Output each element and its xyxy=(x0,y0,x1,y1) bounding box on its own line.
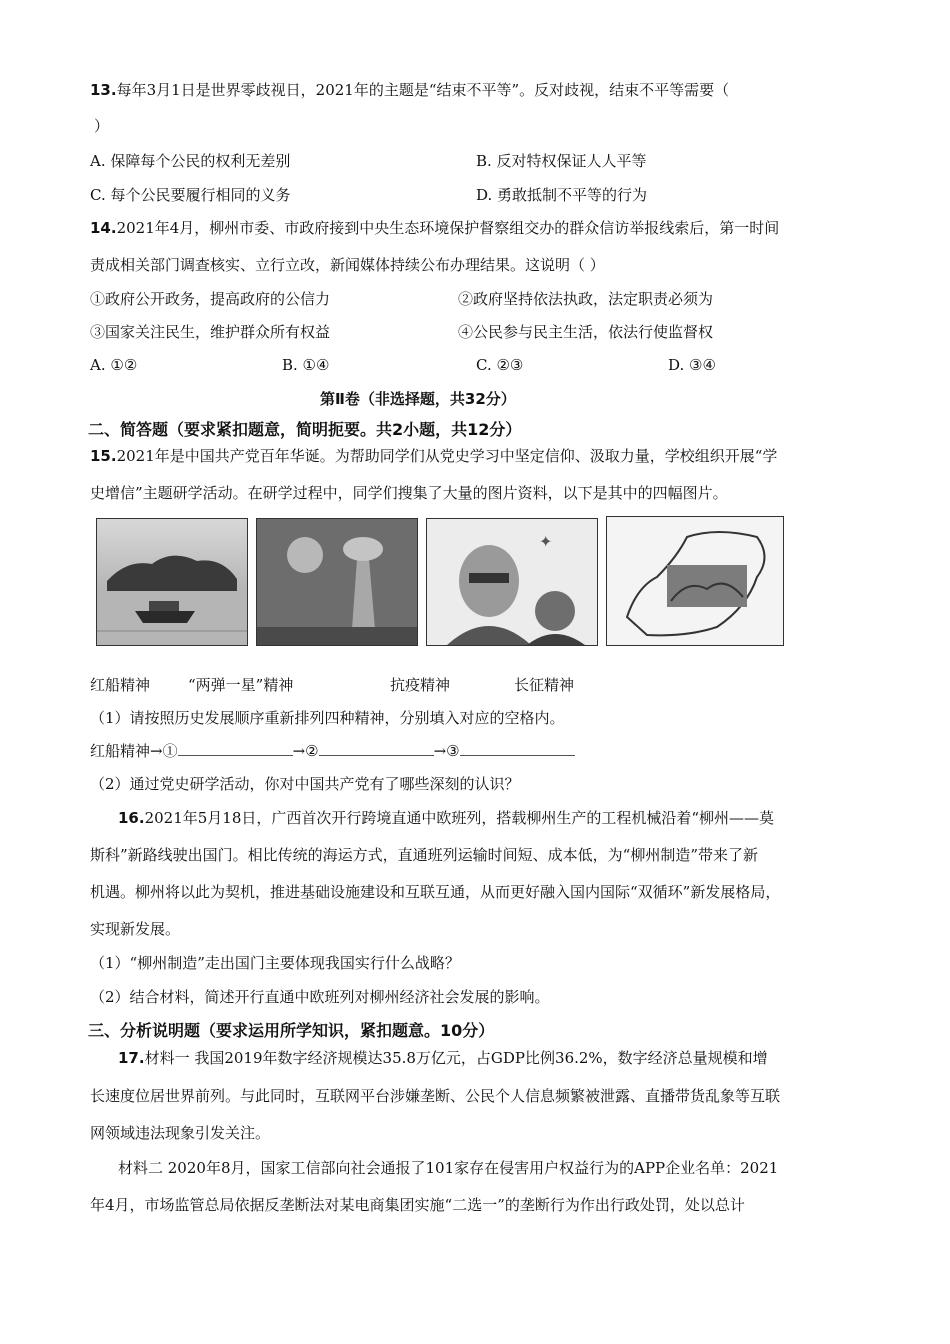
photo-anti-epidemic xyxy=(426,518,598,646)
q15-stem-line1: 15.2021年是中国共产党百年华诞。为帮助同学们从党史学习中坚定信仰、汲取力量，学校组织开展“学 xyxy=(90,447,778,465)
q14-stem-line2: 责成相关部门调查核实、立行立改，新闻媒体持续公布办理结果。这说明（ ） xyxy=(90,256,605,274)
q13-option-c: C. 每个公民要履行相同的义务 xyxy=(90,186,291,204)
q16-line4: 实现新发展。 xyxy=(90,920,181,938)
q14-stem-line1: 14.2021年4月，柳州市委、市政府接到中央生态环境保护督察组交办的群众信访举报线索后，第一时间 xyxy=(90,219,780,237)
q17-material1-line2: 长速度位居世界前列。与此同时，互联网平台涉嫌垄断、公民个人信息频繁被泄露、直播带货乱象等互联 xyxy=(90,1087,781,1105)
section2-heading: 二、简答题（要求紧扣题意，简明扼要。共2小题，共12分） xyxy=(88,420,522,439)
q13-number: 13. xyxy=(90,81,117,99)
q17-number: 17. xyxy=(118,1049,145,1067)
q17-material2-line1: 材料二 2020年8月，国家工信部向社会通报了101家存在侵害用户权益行为的APP企业名单：2021 xyxy=(118,1159,779,1177)
q13-option-b: B. 反对特权保证人人平等 xyxy=(476,152,647,170)
q14-choice-d: D. ③④ xyxy=(668,356,716,374)
q15-number: 15. xyxy=(90,447,117,465)
caption-two-bombs: “两弹一星”精神 xyxy=(188,676,294,694)
q17-material1-line3: 网领域违法现象引发关注。 xyxy=(90,1124,271,1142)
q16-line2: 斯科”新路线驶出国门。相比传统的海运方式，直通班列运输时间短、成本低，为“柳州制造”带来了新 xyxy=(90,846,759,864)
sequence-arrow-3: →③ xyxy=(433,742,460,760)
q14-choice-a: A. ①② xyxy=(90,356,138,374)
sequence-start: 红船精神→① xyxy=(90,742,178,760)
photo-long-march-map xyxy=(606,516,784,646)
part2-title: 第Ⅱ卷（非选择题，共32分） xyxy=(320,390,516,408)
q14-choice-c: C. ②③ xyxy=(476,356,524,374)
sequence-arrow-2: →② xyxy=(292,742,319,760)
caption-long-march: 长征精神 xyxy=(514,676,575,694)
q13-stem-tail: ） xyxy=(94,117,110,135)
section3-heading: 三、分析说明题（要求运用所学知识，紧扣题意。10分） xyxy=(88,1021,495,1040)
q13-stem: 13.每年3月1日是世界零歧视日，2021年的主题是“结束不平等”。反对歧视，结束不平等需要（ xyxy=(90,81,730,99)
caption-red-boat: 红船精神 xyxy=(90,676,151,694)
answer-blank-3[interactable] xyxy=(460,741,575,756)
q14-statement-2: ②政府坚持依法执政，法定职责必须为 xyxy=(458,290,714,308)
q17-material2-line2: 年4月，市场监管总局依据反垄断法对某电商集团实施“二选一”的垄断行为作出行政处罚，处以总计 xyxy=(90,1196,745,1214)
q16-line3: 机遇。柳州将以此为契机，推进基础设施建设和互联互通，从而更好融入国内国际“双循环”新发展格局， xyxy=(90,883,781,901)
q15-stem-line2: 史增信”主题研学活动。在研学过程中，同学们搜集了大量的图片资料，以下是其中的四幅图片。 xyxy=(90,484,728,502)
q13-option-a: A. 保障每个公民的权利无差别 xyxy=(90,152,291,170)
q16-sub2: （2）结合材料，简述开行直通中欧班列对柳州经济社会发展的影响。 xyxy=(90,988,550,1006)
svg-text:✦: ✦ xyxy=(539,532,553,551)
q14-number: 14. xyxy=(90,219,117,237)
q16-sub1: （1）“柳州制造”走出国门主要体现我国实行什么战略？ xyxy=(90,954,460,972)
q15-sequence xyxy=(90,741,575,761)
photo-two-bombs-one-satellite xyxy=(256,518,418,646)
q16-number: 16. xyxy=(118,809,145,827)
q15-sub1: （1）请按照历史发展顺序重新排列四种精神，分别填入对应的空格内。 xyxy=(90,709,565,727)
answer-blank-1[interactable] xyxy=(178,741,293,756)
caption-anti-epidemic: 抗疫精神 xyxy=(390,676,451,694)
q14-choice-b: B. ①④ xyxy=(282,356,330,374)
q13-option-d: D. 勇敢抵制不平等的行为 xyxy=(476,186,648,204)
q14-statement-4: ④公民参与民主生活，依法行使监督权 xyxy=(458,323,714,341)
photo-red-boat xyxy=(96,518,248,646)
q14-statement-3: ③国家关注民生，维护群众所有权益 xyxy=(90,323,331,341)
q14-statement-1: ①政府公开政务，提高政府的公信力 xyxy=(90,290,331,308)
q15-sub2: （2）通过党史研学活动，你对中国共产党有了哪些深刻的认识？ xyxy=(90,775,520,793)
q16-line1: 16.2021年5月18日，广西首次开行跨境直通中欧班列，搭载柳州生产的工程机械沿着“柳州——莫 xyxy=(118,809,775,827)
q17-material1-line1: 17.材料一 我国2019年数字经济规模达35.8万亿元，占GDP比例36.2%，数字经济总量规模和增 xyxy=(118,1049,768,1067)
answer-blank-2[interactable] xyxy=(319,741,434,756)
